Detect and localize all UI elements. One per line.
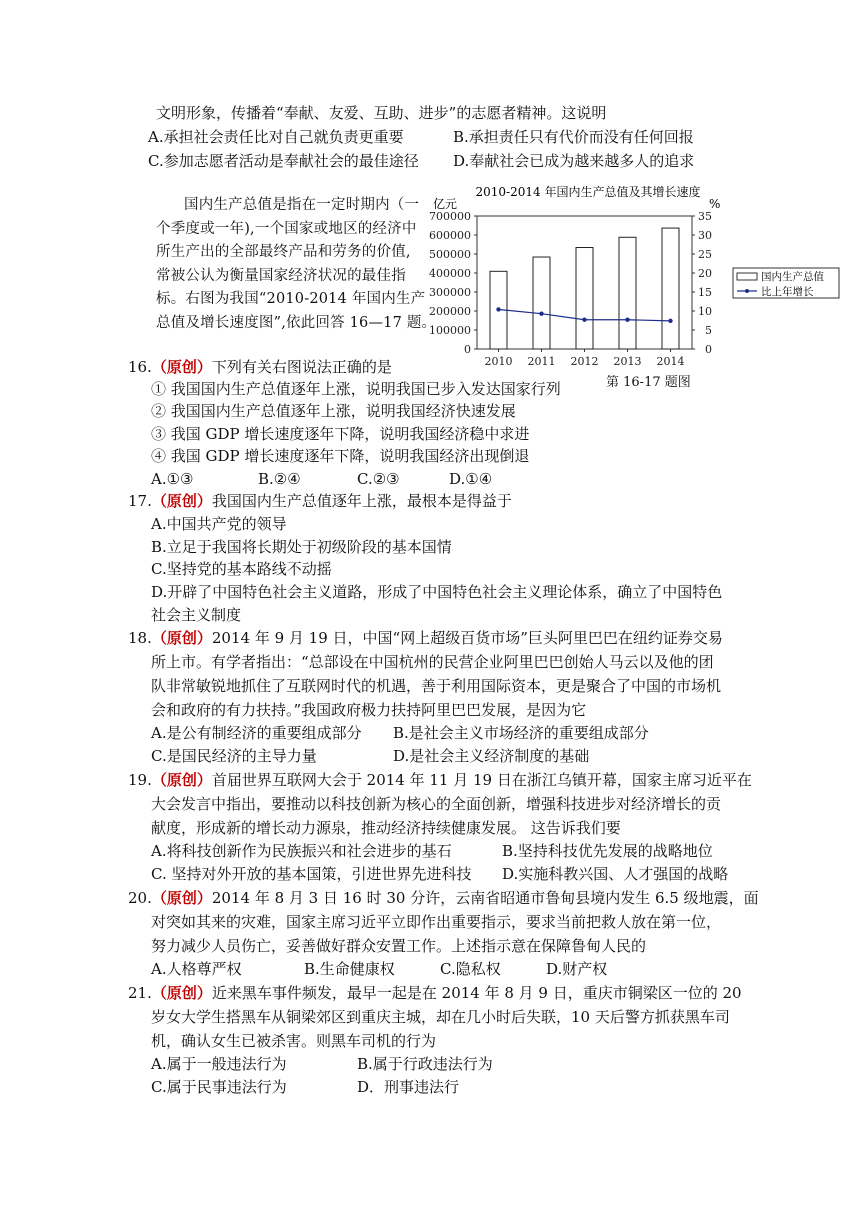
y-right-tick-label: 25	[698, 248, 712, 261]
option-b: B.承担责任只有代价而没有任何回报	[453, 128, 694, 146]
original-tag: （原创）	[151, 984, 212, 1002]
growth-point	[625, 318, 629, 322]
option-a: A.属于一般违法行为	[151, 1055, 287, 1073]
y-right-tick-label: 10	[698, 305, 712, 318]
option-c: C.是国民经济的主导力量	[151, 747, 317, 765]
option-a: A.①③	[151, 470, 194, 488]
y-left-tick-label: 400000	[429, 267, 471, 280]
statement-2: ② 我国国内生产总值逐年上涨，说明我国经济快速发展	[151, 402, 516, 420]
question-text: 2014 年 8 月 3 日 16 时 30 分许，云南省昭通市鲁甸县境内发生 6.5 级地震，面	[211, 889, 759, 907]
intro-line: 常被公认为衡量国家经济状况的最佳指	[156, 267, 406, 284]
question-number: 17.	[128, 492, 152, 510]
option-a: A.人格尊严权	[151, 960, 242, 978]
option-c: C. 坚持对外开放的基本国策，引进世界先进科技	[151, 865, 472, 883]
text-line: 岁女大学生搭黑车从铜梁郊区到重庆主城，却在几小时后失联，10 天后警方抓获黑车司	[151, 1008, 730, 1026]
statement-3: ③ 我国 GDP 增长速度逐年下降，说明我国经济稳中求进	[151, 425, 530, 443]
option-d: D.实施科教兴国、人才强国的战略	[502, 865, 729, 883]
option-c: C.隐私权	[440, 960, 501, 978]
y-left-tick-label: 100000	[429, 324, 471, 337]
question-text: 我国国内生产总值逐年上涨，最根本是得益于	[211, 492, 512, 510]
question-18-stem	[128, 628, 723, 648]
x-tick-label: 2014	[656, 355, 685, 368]
original-tag: （原创）	[151, 889, 212, 907]
gdp-bar	[619, 237, 636, 349]
question-17-stem	[128, 491, 512, 511]
question-number: 18.	[128, 629, 152, 647]
statement-1: ① 我国国内生产总值逐年上涨，说明我国已步入发达国家行列	[151, 380, 561, 398]
question-number: 21.	[128, 984, 152, 1002]
original-tag: （原创）	[151, 771, 212, 789]
text-line: 队非常敏锐地抓住了互联网时代的机遇，善于利用国际资本，更是聚合了中国的市场机	[151, 677, 722, 695]
text-line: 对突如其来的灾难，国家主席习近平立即作出重要指示，要求当前把救人放在第一位，	[151, 913, 722, 931]
option-a: A.承担社会责任比对自己就负责更重要	[148, 128, 404, 146]
gdp-bar	[662, 228, 679, 349]
growth-point	[668, 319, 672, 323]
option-b: B.生命健康权	[304, 960, 395, 978]
growth-point	[496, 307, 500, 311]
text-line: 献度，形成新的增长动力源泉，推动经济持续健康发展。 这告诉我们要	[151, 819, 621, 837]
y-left-unit: 亿元	[433, 197, 458, 211]
option-b: B.是社会主义市场经济的重要组成部分	[393, 724, 649, 742]
intro-line: 国内生产总值是指在一定时期内（一	[184, 197, 420, 213]
text-line: 会和政府的有力扶持。”我国政府极力扶持阿里巴巴发展，是因为它	[151, 701, 587, 719]
chart-legend	[733, 268, 839, 298]
option-a: A.将科技创新作为民族振兴和社会进步的基石	[151, 842, 452, 860]
statement-4: ④ 我国 GDP 增长速度逐年下降，说明我国经济出现倒退	[151, 447, 530, 465]
question-16-stem	[128, 357, 392, 377]
y-right-tick-label: 35	[698, 210, 712, 223]
y-right-tick-label: 30	[698, 229, 712, 242]
text-line: 努力减少人员伤亡，妥善做好群众安置工作。上述指示意在保障鲁甸人民的	[151, 937, 647, 955]
option-c: C.②③	[357, 470, 400, 488]
option-d-cont: 社会主义制度	[151, 606, 242, 624]
question-20-stem	[128, 888, 759, 908]
y-left-tick-label: 0	[464, 343, 471, 356]
option-b: B.属于行政违法行为	[357, 1055, 493, 1073]
y-left-tick-label: 500000	[429, 248, 471, 261]
question-text: 2014 年 9 月 19 日，中国“网上超级百货市场”巨头阿里巴巴在纽约证券交易	[211, 629, 723, 647]
question-text: 首届世界互联网大会于 2014 年 11 月 19 日在浙江乌镇开幕，国家主席习近平在	[211, 771, 752, 789]
option-c: C.坚持党的基本路线不动摇	[151, 560, 332, 578]
option-d: D.①④	[449, 470, 493, 488]
question-21-stem	[128, 983, 742, 1003]
option-a: A.是公有制经济的重要组成部分	[151, 724, 362, 742]
y-left-tick-label: 200000	[429, 305, 471, 318]
intro-line: 总值及增长速度图”,依此回答 16—17 题。	[156, 314, 437, 331]
x-tick-label: 2011	[527, 355, 556, 368]
chart-caption: 第 16-17 题图	[606, 375, 691, 390]
y-right-tick-label: 15	[698, 286, 712, 299]
question-text: 下列有关右图说法正确的是	[211, 358, 392, 376]
intro-line: 所生产出的全部最终产品和劳务的价值,	[156, 244, 411, 260]
text-line: 所上市。有学者指出：“总部设在中国杭州的民营企业阿里巴巴创始人马云以及他的团	[151, 653, 714, 671]
intro-line: 个季度或一年),一个国家或地区的经济中	[156, 220, 417, 237]
intro-paragraph	[156, 194, 437, 335]
y-right-tick-label: 5	[705, 324, 712, 337]
gdp-bar	[533, 257, 550, 349]
gdp-chart	[420, 178, 850, 393]
x-tick-label: 2010	[484, 355, 513, 368]
legend-line-label: 比上年增长	[761, 286, 814, 298]
y-left-tick-label: 300000	[429, 286, 471, 299]
legend-bar-swatch	[737, 273, 757, 280]
original-tag: （原创）	[151, 492, 212, 510]
y-right-tick-label: 0	[705, 343, 712, 356]
option-d: D.奉献社会已成为越来越多人的追求	[453, 152, 695, 170]
option-b: B.②④	[258, 470, 301, 488]
chart-title: 2010-2014 年国内生产总值及其增长速度	[475, 185, 701, 199]
option-a: A.中国共产党的领导	[151, 515, 287, 533]
y-left-tick-label: 600000	[429, 229, 471, 242]
option-d: D.财产权	[546, 960, 608, 978]
option-b: B.立足于我国将长期处于初级阶段的基本国情	[151, 538, 452, 556]
intro-line: 标。右图为我国“2010-2014 年国内生产	[156, 291, 426, 307]
original-tag: （原创）	[151, 358, 212, 376]
question-text: 近来黑车事件频发，最早一起是在 2014 年 8 月 9 日，重庆市铜梁区一位的 20	[211, 984, 742, 1002]
text-line: 大会发言中指出，要推动以科技创新为核心的全面创新，增强科技进步对经济增长的贡	[151, 795, 722, 813]
option-d: D．刑事违法行	[357, 1078, 460, 1096]
growth-point	[539, 311, 543, 315]
x-tick-label: 2013	[613, 355, 642, 368]
option-c: C.属于民事违法行为	[151, 1078, 287, 1096]
original-tag: （原创）	[151, 629, 212, 647]
option-c: C.参加志愿者活动是奉献社会的最佳途径	[148, 152, 419, 170]
y-left-tick-label: 700000	[429, 210, 471, 223]
question-19-stem	[128, 770, 752, 790]
text-line: 机，确认女生已被杀害。则黑车司机的行为	[151, 1032, 437, 1050]
growth-point	[582, 318, 586, 322]
question-number: 20.	[128, 889, 152, 907]
option-b: B.坚持科技优先发展的战略地位	[502, 842, 713, 860]
question-number: 16.	[128, 358, 152, 376]
question-number: 19.	[128, 771, 152, 789]
legend-bar-label: 国内生产总值	[761, 271, 824, 283]
y-right-unit: %	[709, 197, 721, 211]
y-right-tick-label: 20	[698, 267, 712, 280]
option-d: D.是社会主义经济制度的基础	[393, 747, 590, 765]
option-d: D.开辟了中国特色社会主义道路，形成了中国特色社会主义理论体系，确立了中国特色	[151, 583, 723, 601]
gdp-bar	[576, 248, 593, 349]
text-line: 文明形象，传播着“奉献、友爱、互助、进步”的志愿者精神。这说明	[156, 104, 607, 122]
x-tick-label: 2012	[570, 355, 599, 368]
